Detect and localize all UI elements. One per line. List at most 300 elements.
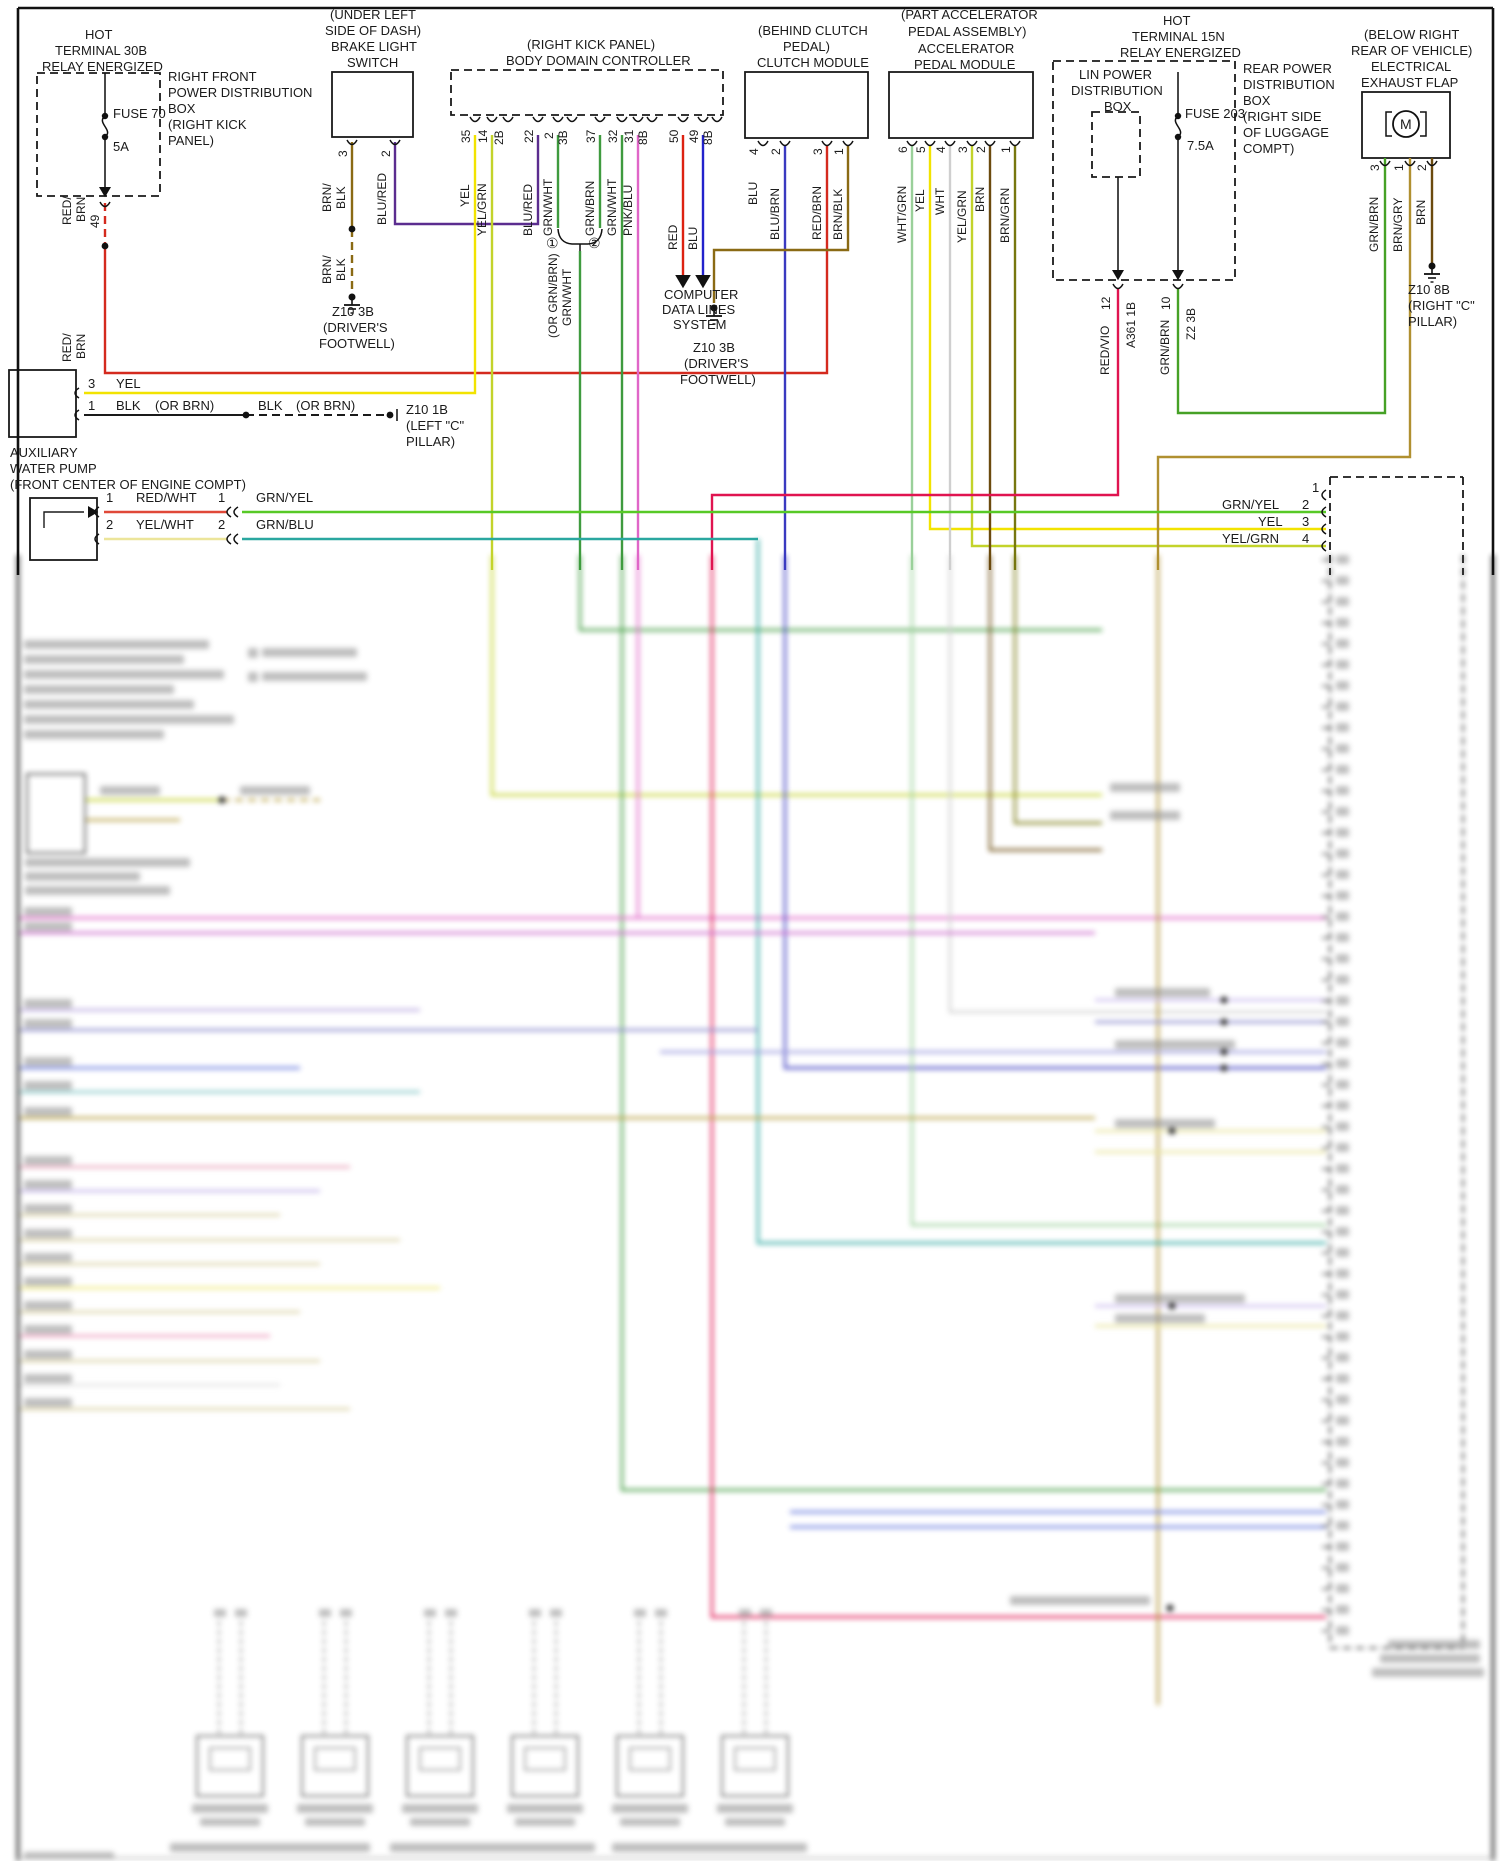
wire-label: (DRIVER'S — [684, 356, 749, 371]
wire-label: GRN/WHT — [605, 178, 619, 236]
wire-label: ② — [588, 235, 601, 251]
wire-label: 1 — [832, 148, 846, 155]
wire-label: RED — [666, 224, 680, 250]
blurred-text-bar — [445, 1609, 457, 1617]
blurred-text-bar — [1336, 807, 1349, 816]
blurred-text-bar — [410, 1818, 470, 1826]
wire-label: BRAKE LIGHT — [331, 39, 417, 54]
wire — [1169, 1128, 1176, 1135]
wire-label: BRN — [1414, 199, 1428, 225]
blurred-text-bar — [1336, 1059, 1349, 1068]
wire-label: PILLAR) — [1408, 314, 1458, 329]
blurred-text-bar — [1336, 1542, 1349, 1551]
blurred-text-bar — [25, 886, 170, 895]
wire-label: PEDAL MODULE — [914, 57, 1016, 72]
wire-label: GRN/WHT — [541, 178, 555, 236]
blurred-text-bar — [1336, 996, 1349, 1005]
blurred-text-bar — [1115, 1314, 1205, 1323]
blurred-text-bar — [1010, 1596, 1150, 1605]
blurred-text-bar — [725, 1818, 785, 1826]
blurred-text-bar — [1336, 1500, 1349, 1509]
wire — [1167, 1605, 1174, 1612]
blurred-text-bar — [24, 1398, 72, 1407]
wire-label: RED/ — [60, 196, 74, 225]
component-box — [512, 1736, 578, 1796]
wire-label: ACCELERATOR — [918, 41, 1015, 56]
component-box — [735, 1748, 775, 1770]
wire-label: GRN/YEL — [256, 490, 314, 505]
wire-label: (OR GRN/BRN) — [546, 253, 560, 338]
blurred-text-bar — [1336, 702, 1349, 711]
wire-label: 2B — [492, 130, 506, 145]
wire-label: (RIGHT KICK PANEL) — [527, 37, 656, 52]
wire-label: BRN/GRY — [1391, 197, 1405, 252]
blurred-text-bar — [1336, 1143, 1349, 1152]
wire-label: 8B — [636, 130, 650, 145]
wire — [712, 555, 1326, 1617]
wire-label: 2 — [1302, 497, 1310, 512]
wire — [1015, 555, 1102, 823]
blurred-text-bar — [1336, 1563, 1349, 1572]
wire-label: HOT — [1163, 13, 1191, 28]
wire-label: BLK — [334, 186, 348, 209]
blurred-text-bar — [24, 1156, 72, 1165]
wire-label: 3 — [336, 150, 350, 157]
blurred-text-bar — [1336, 1626, 1349, 1635]
wire-label: 7.5A — [1187, 138, 1214, 153]
wire — [1221, 997, 1228, 1004]
blurred-text-bar — [25, 872, 140, 881]
blurred-text-bar — [1336, 1374, 1349, 1383]
blurred-text-bar — [739, 1609, 751, 1617]
component-box — [420, 1748, 460, 1770]
wire-label: 14 — [476, 129, 490, 143]
wire-label: Z2 3B — [1184, 307, 1198, 340]
wire-label: GRN/BRN — [1367, 196, 1381, 252]
blurred-text-bar — [192, 1804, 268, 1813]
wire-label: EXHAUST FLAP — [1361, 75, 1459, 90]
wire-label: ① — [546, 235, 559, 251]
blurred-text-bar — [1110, 783, 1180, 792]
wire-label: GRN/BRN — [1158, 319, 1172, 375]
blurred-text-bar — [529, 1609, 541, 1617]
wire-label: 3 — [956, 146, 970, 153]
blurred-text-bar — [1336, 1521, 1349, 1530]
blurred-text-bar — [248, 672, 258, 682]
wire-label: GRN/WHT — [560, 268, 574, 326]
wire-label: TERMINAL 15N — [1132, 29, 1225, 44]
blurred-text-bar — [319, 1609, 331, 1617]
wire — [219, 797, 226, 804]
blurred-text-bar — [1336, 1038, 1349, 1047]
blurred-text-bar — [262, 672, 367, 681]
wire-label: CLUTCH MODULE — [757, 55, 869, 70]
wire-label: YEL/WHT — [136, 517, 194, 532]
wire-label: SWITCH — [347, 55, 399, 70]
blurred-text-bar — [24, 640, 209, 649]
blurred-text-bar — [1115, 1294, 1245, 1303]
blurred-text-bar — [24, 1229, 72, 1238]
wire-label: FOOTWELL) — [319, 336, 395, 351]
blurred-text-bar — [1336, 1395, 1349, 1404]
wire-label: 32 — [606, 129, 620, 143]
wire-label: 3 — [811, 148, 825, 155]
blurred-text-bar — [24, 1852, 114, 1859]
component-box — [630, 1748, 670, 1770]
wire-label: 22 — [522, 129, 536, 143]
wire-label: HOT — [85, 27, 113, 42]
blurred-text-bar — [1336, 891, 1349, 900]
blurred-text-bar — [1336, 1185, 1349, 1194]
wire-label: BRN/ — [320, 255, 334, 284]
blurred-text-bar — [24, 1019, 72, 1028]
blurred-text-bar — [402, 1804, 478, 1813]
blurred-text-bar — [1336, 849, 1349, 858]
blurred-text-bar — [1336, 954, 1349, 963]
blurred-text-bar — [1336, 1290, 1349, 1299]
wire-label: 2 — [769, 148, 783, 155]
wire-label: ELECTRICAL — [1371, 59, 1452, 74]
wire-label: (FRONT CENTER OF ENGINE COMPT) — [10, 477, 246, 492]
blurred-text-bar — [1336, 1080, 1349, 1089]
blurred-text-bar — [24, 1204, 72, 1213]
wire-label: 1 — [106, 490, 114, 505]
wire-label: RIGHT FRONT — [168, 69, 257, 84]
blurred-text-bar — [1336, 597, 1349, 606]
wire-label: PNK/BLU — [621, 184, 635, 236]
wire-label: (LEFT "C" — [406, 418, 465, 433]
wire-label: 12 — [1099, 296, 1113, 310]
blurred-text-bar — [1336, 765, 1349, 774]
blurred-text-bar — [1336, 1206, 1349, 1215]
wire-label: 5 — [914, 146, 928, 153]
wire — [785, 555, 1326, 1068]
wire-label: YEL/GRN — [475, 183, 489, 236]
blurred-text-bar — [634, 1609, 646, 1617]
wire-label: (RIGHT "C" — [1408, 298, 1475, 313]
wire-label: (RIGHT SIDE — [1243, 109, 1322, 124]
blurred-text-bar — [25, 858, 190, 867]
wire — [492, 555, 1102, 795]
blurred-text-bar — [1336, 1269, 1349, 1278]
wire-label: 4 — [747, 148, 761, 155]
blurred-text-bar — [1336, 1017, 1349, 1026]
wire-label: BRN/GRN — [998, 187, 1012, 243]
blurred-text-bar — [24, 1277, 72, 1286]
wire-label: 2 — [218, 517, 226, 532]
wire — [1169, 1303, 1176, 1310]
blurred-text-bar — [1336, 912, 1349, 921]
blurred-text-bar — [1336, 1584, 1349, 1593]
blurred-text-bar — [1336, 1353, 1349, 1362]
wire-label: RED/VIO — [1098, 325, 1112, 375]
wire-label: Z10 3B — [693, 340, 735, 355]
wire-label: 3 — [1368, 164, 1382, 171]
blurred-text-bar — [1336, 933, 1349, 942]
wire-label: WHT/GRN — [895, 185, 909, 243]
blurred-text-bar — [612, 1804, 688, 1813]
wire-label: Z10 8B — [1408, 282, 1450, 297]
wire-label: BRN/BLK — [831, 188, 845, 240]
wire-label: 2 — [379, 150, 393, 157]
wire-label: (BELOW RIGHT — [1364, 27, 1460, 42]
wire-label: FUSE 203 — [1185, 106, 1245, 121]
blurred-text-bar — [1336, 681, 1349, 690]
wire-label: BLU — [686, 226, 700, 250]
blurred-text-bar — [24, 1107, 72, 1116]
blurred-text-bar — [1115, 1119, 1215, 1128]
blurred-text-bar — [100, 786, 160, 795]
wire-label: BLU/RED — [375, 172, 389, 225]
blurred-text-bar — [620, 1818, 680, 1826]
wire-label: (PART ACCELERATOR — [901, 7, 1038, 22]
wire-label: 2 — [106, 517, 114, 532]
wire-label: BRN — [74, 196, 88, 222]
wire-label: 3 — [1302, 514, 1310, 529]
wire-label: BLK — [334, 258, 348, 281]
blurred-text-bar — [1336, 870, 1349, 879]
wire-label: YEL/GRN — [1222, 531, 1280, 546]
blurred-text-bar — [1115, 988, 1210, 997]
blurred-text-bar — [1336, 786, 1349, 795]
wire-label: RED/BRN — [810, 185, 824, 240]
wire-label: 10 — [1159, 296, 1173, 310]
wire-label: SIDE OF DASH) — [325, 23, 422, 38]
wire-label: BLK — [258, 398, 283, 413]
blurred-text-bar — [24, 999, 72, 1008]
blurred-text-bar — [24, 1180, 72, 1189]
wire-label: 4 — [1302, 531, 1310, 546]
wire-label: COMPUTER — [664, 287, 739, 302]
wire-label: WATER PUMP — [10, 461, 97, 476]
wire-label: BOX — [1243, 93, 1271, 108]
blurred-text-bar — [612, 1843, 807, 1852]
wire-label: Z10 3B — [332, 304, 374, 319]
wire-label: DISTRIBUTION — [1243, 77, 1335, 92]
wire-label: TERMINAL 30B — [55, 43, 147, 58]
wire — [1221, 1049, 1228, 1056]
wire-label: 1 — [999, 146, 1013, 153]
blurred-text-bar — [24, 670, 224, 679]
wire-label: (UNDER LEFT — [330, 7, 416, 22]
blurred-text-bar — [1336, 1248, 1349, 1257]
wire-label: 6 — [896, 146, 910, 153]
blurred-text-bar — [24, 907, 72, 916]
wire-label: BOX — [1104, 99, 1132, 114]
wire-label: DISTRIBUTION — [1071, 83, 1163, 98]
blurred-text-bar — [24, 1253, 72, 1262]
wire-label: 1 — [88, 398, 96, 413]
blurred-text-bar — [297, 1804, 373, 1813]
wire-label: 49 — [687, 129, 701, 143]
wire-label: BLU — [746, 181, 760, 205]
wire-label: LIN POWER — [1079, 67, 1152, 82]
blurred-text-bar — [655, 1609, 667, 1617]
wire-label: PANEL) — [168, 133, 214, 148]
blurred-text-bar — [24, 922, 72, 931]
blurred-text-bar — [1336, 618, 1349, 627]
blurred-text-bar — [1336, 1101, 1349, 1110]
blurred-text-bar — [24, 700, 194, 709]
wire-label: 31 — [622, 129, 636, 143]
component-box — [315, 1748, 355, 1770]
wire-label: (DRIVER'S — [323, 320, 388, 335]
wire-label: BRN — [973, 186, 987, 212]
blurred-text-bar — [1336, 1332, 1349, 1341]
wire-label: PEDAL) — [783, 39, 830, 54]
wire-label: RELAY ENERGIZED — [42, 59, 163, 74]
blurred-text-bar — [515, 1818, 575, 1826]
blurred-text-bar — [1336, 1416, 1349, 1425]
wire-label: YEL — [458, 184, 472, 207]
wire-label: BOX — [168, 101, 196, 116]
blurred-text-bar — [1336, 1437, 1349, 1446]
wire-label: 3 — [88, 376, 96, 391]
wire — [580, 555, 1102, 630]
blurred-text-bar — [1336, 1122, 1349, 1131]
blurred-text-bar — [424, 1609, 436, 1617]
wire-label: PEDAL ASSEMBLY) — [908, 24, 1027, 39]
wire-label: A361 1B — [1124, 301, 1138, 348]
wire-label: COMPT) — [1243, 141, 1295, 156]
wire-label: 35 — [459, 129, 473, 143]
blurred-text-bar — [550, 1609, 562, 1617]
wire-label: 37 — [584, 129, 598, 143]
wire-label: WHT — [933, 187, 947, 215]
blurred-text-bar — [24, 685, 174, 694]
wire-label: 2 — [1415, 164, 1429, 171]
wire-label: M — [1400, 116, 1412, 132]
component-box — [302, 1736, 368, 1796]
blurred-text-bar — [1336, 723, 1349, 732]
blurred-text-bar — [1336, 576, 1349, 585]
blurred-text-bar — [248, 648, 258, 658]
wire-label: BLK — [116, 398, 141, 413]
wire-label: YEL — [1258, 514, 1283, 529]
blurred-text-bar — [24, 1301, 72, 1310]
blurred-text-bar — [1336, 975, 1349, 984]
wire-label: GRN/YEL — [1222, 497, 1280, 512]
wire-label: FOOTWELL) — [680, 372, 756, 387]
blurred-text-bar — [305, 1818, 365, 1826]
wire-label: 1 — [218, 490, 226, 505]
component-box — [407, 1736, 473, 1796]
blurred-text-bar — [340, 1609, 352, 1617]
wire-label: FUSE 70 — [113, 106, 166, 121]
wire-label: SYSTEM — [673, 317, 727, 332]
wire-label: RED/WHT — [136, 490, 197, 505]
blurred-text-bar — [24, 1325, 72, 1334]
wire-label: POWER DISTRIBUTION — [168, 85, 313, 100]
wire-label: 49 — [88, 214, 102, 228]
wire-label: AUXILIARY — [10, 445, 78, 460]
component-box — [525, 1748, 565, 1770]
component-box — [722, 1736, 788, 1796]
wire-label: BRN/ — [320, 183, 334, 212]
wire-label: BLU/RED — [521, 183, 535, 236]
blurred-text-bar — [24, 1374, 72, 1383]
blurred-text-bar — [240, 786, 310, 795]
component-box — [27, 774, 85, 853]
component-box — [210, 1748, 250, 1770]
component-box — [617, 1736, 683, 1796]
wire-label: (OR BRN) — [155, 398, 215, 413]
blurred-text-bar — [1336, 660, 1349, 669]
wire-label: (BEHIND CLUTCH — [758, 23, 868, 38]
blurred-text-bar — [760, 1609, 772, 1617]
blurred-text-bar — [24, 1057, 72, 1066]
wire-label: 8B — [701, 130, 715, 145]
wire-label: RELAY ENERGIZED — [1120, 45, 1241, 60]
blurred-text-bar — [1336, 1458, 1349, 1467]
blurred-text-bar — [262, 648, 357, 657]
blurred-text-bar — [1336, 744, 1349, 753]
wire-label: 5A — [113, 139, 129, 154]
wire — [990, 555, 1102, 850]
wire-label: 2 — [542, 132, 556, 139]
wire-label: RED/ — [60, 333, 74, 362]
blurred-text-bar — [214, 1609, 226, 1617]
wire-label: DATA LINES — [662, 302, 736, 317]
blurred-text-bar — [1336, 1311, 1349, 1320]
blurred-text-bar — [170, 1843, 370, 1852]
wire — [758, 539, 1326, 1243]
wire-label: YEL — [913, 189, 927, 212]
blurred-text-bar — [1336, 639, 1349, 648]
blurred-text-bar — [235, 1609, 247, 1617]
wire — [1221, 1019, 1228, 1026]
blurred-text-bar — [1336, 1479, 1349, 1488]
blurred-text-bar — [1336, 1605, 1349, 1614]
blurred-text-bar — [507, 1804, 583, 1813]
blurred-text-bar — [1336, 1227, 1349, 1236]
blurred-text-bar — [1380, 1654, 1480, 1663]
blurred-text-bar — [24, 730, 164, 739]
wire-label: REAR OF VEHICLE) — [1351, 43, 1473, 58]
blurred-text-bar — [1115, 1040, 1235, 1049]
blurred-text-bar — [24, 655, 184, 664]
blurred-text-bar — [1336, 555, 1349, 564]
blurred-text-bar — [24, 715, 234, 724]
blurred-text-bar — [1336, 828, 1349, 837]
blurred-text-bar — [1372, 1668, 1484, 1677]
wire-label: BRN — [74, 333, 88, 359]
wire-label: (OR BRN) — [296, 398, 356, 413]
wire-label: GRN/BRN — [583, 180, 597, 236]
wire-label: OF LUGGAGE — [1243, 125, 1329, 140]
wire-label: BODY DOMAIN CONTROLLER — [506, 53, 691, 68]
wire-label: 3B — [556, 130, 570, 145]
wire-label: BLU/BRN — [768, 187, 782, 240]
wire-label: PILLAR) — [406, 434, 456, 449]
wire-label: REAR POWER — [1243, 61, 1332, 76]
wire — [638, 555, 1326, 918]
wire — [1221, 1065, 1228, 1072]
blurred-text-bar — [24, 1350, 72, 1359]
blurred-text-bar — [24, 1081, 72, 1090]
blurred-text-bar — [717, 1804, 793, 1813]
blurred-text-bar — [390, 1843, 595, 1852]
component-box — [197, 1736, 263, 1796]
wire-label: Z10 1B — [406, 402, 448, 417]
wire-label: 4 — [934, 146, 948, 153]
wire-label: 50 — [667, 129, 681, 143]
wire-label: YEL/GRN — [955, 190, 969, 243]
blurred-text-bar — [200, 1818, 260, 1826]
wire-label: 2 — [974, 146, 988, 153]
wire-label: (RIGHT KICK — [168, 117, 247, 132]
blurred-text-bar — [1110, 811, 1180, 820]
